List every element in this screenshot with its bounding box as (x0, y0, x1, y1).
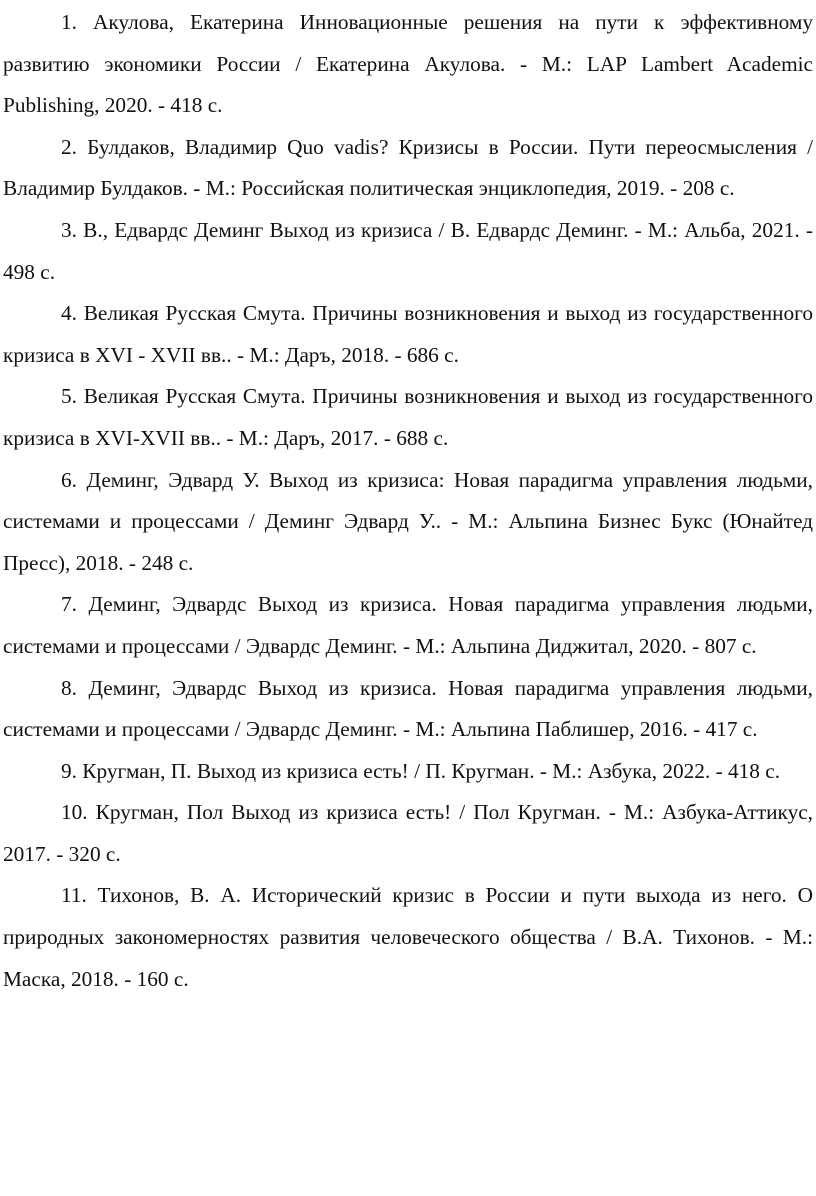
reference-entry-10: 10. Кругман, Пол Выход из кризиса есть! / Пол Кругман. - М.: Азбука-Аттикус, 2017. - 320 с. (3, 800, 813, 866)
reference-entry-7: 7. Деминг, Эдвардс Выход из кризиса. Новая парадигма управления людьми, системами и процессами / Эдвардс Деминг. - М.: Альпина Диджитал, 2020. - 807 с. (3, 592, 813, 658)
reference-entry-6: 6. Деминг, Эдвард У. Выход из кризиса: Новая парадигма управления людьми, системами и процессами / Деминг Эдвард У.. - М.: Альпина Бизнес Букс (Юнайтед Пресс), 2018. - 248 с. (3, 467, 813, 575)
reference-entry-8: 8. Деминг, Эдвардс Выход из кризиса. Новая парадигма управления людьми, системами и процессами / Эдвардс Деминг. - М.: Альпина Паблишер, 2016. - 417 с. (3, 675, 813, 742)
reference-entry-2: 2. Булдаков, Владимир Quo vadis? Кризисы в России. Пути переосмысления / Владимир Булдаков. - М.: Российская политическая энциклопедия, 2019. - 208 с. (3, 134, 813, 201)
reference-entry-3: 3. В., Едвардс Деминг Выход из кризиса / В. Едвардс Деминг. - М.: Альба, 2021. - 498 с. (3, 217, 813, 284)
reference-entry-11: 11. Тихонов, В. А. Исторический кризис в России и пути выхода из него. О природных закономерностях развития человеческого общества / В.А. Тихонов. - М.: Маска, 2018. - 160 с. (3, 883, 813, 991)
reference-entry-9: 9. Кругман, П. Выход из кризиса есть! / П. Кругман. - М.: Азбука, 2022. - 418 с. (61, 758, 781, 783)
reference-entry-4: 4. Великая Русская Смута. Причины возникновения и выход из государственного кризиса в XVI - XVII вв.. - М.: Даръ, 2018. - 686 с. (3, 301, 813, 367)
reference-entry-5: 5. Великая Русская Смута. Причины возникновения и выход из государственного кризиса в XVI-XVII вв.. - М.: Даръ, 2017. - 688 с. (3, 384, 813, 450)
reference-entry-1: 1. Акулова, Екатерина Инновационные решения на пути к эффективному развитию экономики России / Екатерина Акулова. - М.: LAP Lambert Academic Publishing, 2020. - 418 с. (3, 10, 813, 118)
reference-list (3, 2, 813, 1000)
